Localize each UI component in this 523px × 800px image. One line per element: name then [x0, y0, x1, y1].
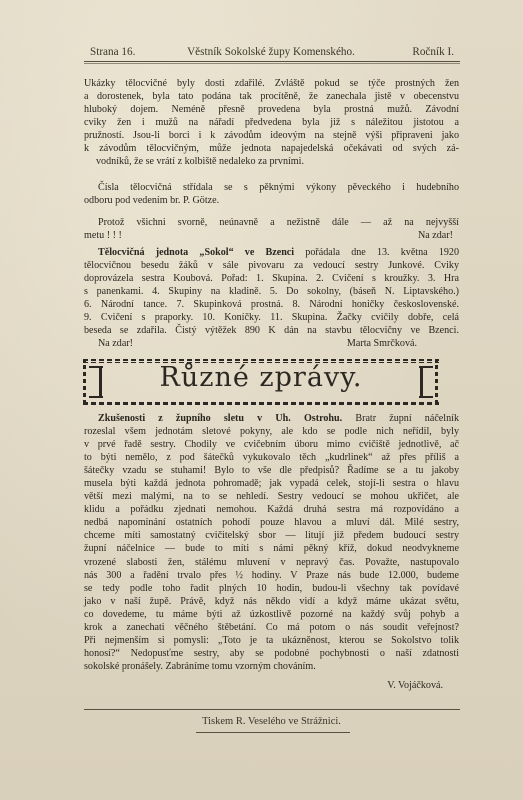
closing-right: Na zdar!: [417, 230, 453, 242]
text-line: jako v naší župě. Právě, když nás někdo vidí a když máme ukázat světu,: [84, 595, 459, 607]
text-line: Čísla tělocvičná střídala se s pěknými výkony pěveckého i hudebního: [98, 182, 459, 193]
closing-row: [84, 229, 459, 242]
text-line: tělocvičnou besedu žáků v sále pivovaru za vedoucí sestry Junkové. Cviky: [84, 260, 459, 272]
header-rule: [84, 61, 460, 62]
news-lead-rest: Bratr župní náčelník: [355, 413, 459, 424]
text-line: s panenkami. 4. Skupiny na kladině. 5. Do sokolny, (báseň N. Liptavského.): [84, 286, 459, 298]
text-line: [84, 246, 459, 259]
text-line: chceme míti samostatný cvičitelský sbor — litují již předem budoucí sestry: [84, 530, 459, 542]
text-line: Protož všichni svorně, neúnavně a nežistně dále — až na nejvyšší: [98, 217, 459, 228]
text-line: nás 300 a řadění trvalo přes ½ hodiny. V Praze nás bude 12.000, budeme: [84, 569, 459, 581]
text-line: větší mezi malými, na to se nehledí. Sestry vedoucí se mohou ukřičet, ale: [84, 491, 459, 503]
text-line: šátečky vzadu se stuhami! Bylo to vše dle předpisů? Řadíme se a tu jakoby: [84, 465, 459, 477]
text-line: klidu a pořádku zjednati nemohou. Každá druhá sestra má rozpovídáno a: [84, 504, 459, 516]
footer-rule: [84, 709, 460, 710]
text-line: hluboký dojem. Neméně přesně provedena byla prostná mužů. Závodní: [84, 104, 459, 116]
text-line: župní náčelnice — bude to míti s námi pěkný kříž, dokud neodvykneme: [84, 543, 459, 555]
text-line: nedbá napomínání ostatních pohodí pouze hlavou a mluví dál. Milé sestry,: [84, 517, 459, 529]
section-title: Různé zprávy.: [159, 362, 363, 393]
bzenec-paragraph: [84, 246, 459, 350]
text-line: musela býti každá jednota pohromadě; jak vypadá celek, stojí-li sestra o hlavu: [84, 478, 459, 490]
news-paragraph: [84, 412, 459, 692]
text-line: k závodům tělocvičným, může jednota napajedelská očekávati od svých zá-: [84, 143, 459, 155]
text-line: a dorostenek, byla tato podána tak procítěně, že zanechala jistě v obecenstvu: [84, 91, 459, 103]
text-line: pružností. Jsou-li borci i k závodům ideovým na stejně výši připraveni jako: [84, 130, 459, 142]
text-line: v prvé řadě sestry. Chodily ve cvičebním úboru mimo cvičiště jednotlivě, ač: [84, 439, 459, 451]
news-lead: Zkušenosti z župního sletu v Uh. Ostrohu.: [98, 413, 343, 424]
closing-left: metu ! ! !: [84, 230, 122, 242]
text-line: 6. Národní tance. 7. Skupinková prostná. 8. Národní honičky československé.: [84, 299, 459, 311]
section-banner: [83, 358, 517, 406]
text-line: Při nejmenším si pomysli: „Toto je ta ukázněnost, kterou se Sokolstvo tolik: [84, 634, 459, 646]
text-line: odboru pod vedením br. P. Götze.: [84, 195, 220, 207]
text-line: cviky žen i mužů na nářadí předvedena byla již s náležitou jistotou a: [84, 117, 459, 129]
text-line: co dovedeme, tu máme býti až úzkostlivě pozorné na každý svůj pohyb a: [84, 608, 459, 620]
closing-paragraph: [84, 216, 459, 242]
text-line: krok a zanechati věčného štěbetání. Co má potom o nás soudit veřejnost?: [84, 621, 459, 633]
bzenec-lead: Tělocvičná jednota „Sokol“ ve Bzenci: [98, 247, 295, 258]
text-line: honosí?“ Nedopusťme sestry, aby se podobné pochybnosti o naší zdatnosti: [84, 647, 459, 659]
bzenec-sign-right: Marta Smrčková.: [346, 338, 417, 350]
text-line: [84, 412, 459, 425]
header-rule-double: [84, 63, 460, 64]
text-line: vodníků, že se vrátí z kolbiště nedaleko za prvními.: [96, 156, 304, 168]
text-line: to býti nemělo, z pod šátečků vykukovalo těch „kudrlinek“ až přes příliš a: [84, 452, 459, 464]
text-line: doprovázela sestra Koubová. Pořad: 1. Skupina. 2. Cvičení s kroužky. 3. Hra: [84, 273, 459, 285]
page-number: Strana 16.: [90, 46, 136, 58]
news-signature: V. Vojáčková.: [387, 679, 443, 691]
music-paragraph: [84, 181, 459, 207]
text-line: Ukázky tělocvičné byly dosti zdařilé. Zvláště pokud se týče prostných žen: [84, 78, 459, 89]
text-line: vrozené slabosti žen, stálému mluvení v nepravý čas. Považte, nastupovalo: [84, 556, 459, 568]
text-line: rozeslal všem jednotám sletové pokyny, ale kdo se podle nich neřídil, byly: [84, 426, 459, 438]
footer-underline: [196, 732, 350, 733]
journal-title: Věstník Sokolské župy Komenského.: [187, 46, 355, 58]
text-line: sokolské pronášely. Zabráníme tomu vzorným chováním.: [84, 660, 316, 672]
text-line: beseda se zdařila. Čistý výtěžek 890 K dán na stavbu tělocvičny ve Bzenci.: [84, 325, 459, 337]
bzenec-signature-row: [84, 337, 459, 350]
top-paragraph: [84, 77, 459, 168]
text-line: 9. Cvičení s praporky. 10. Koníčky. 11. Skupina. Žačky cvičily dobře, celá: [84, 312, 459, 324]
text-line: se tedy podle toho řadit plných 10 hodin, budou-li všechny tak povídavé: [84, 582, 459, 594]
printer-imprint: Tiskem R. Veselého ve Strážnici.: [202, 716, 341, 727]
bzenec-sign-left: Na zdar!: [98, 338, 134, 350]
volume-label: Ročník I.: [412, 46, 454, 58]
bzenec-lead-rest: pořádala dne 13. května 1920: [305, 247, 460, 258]
